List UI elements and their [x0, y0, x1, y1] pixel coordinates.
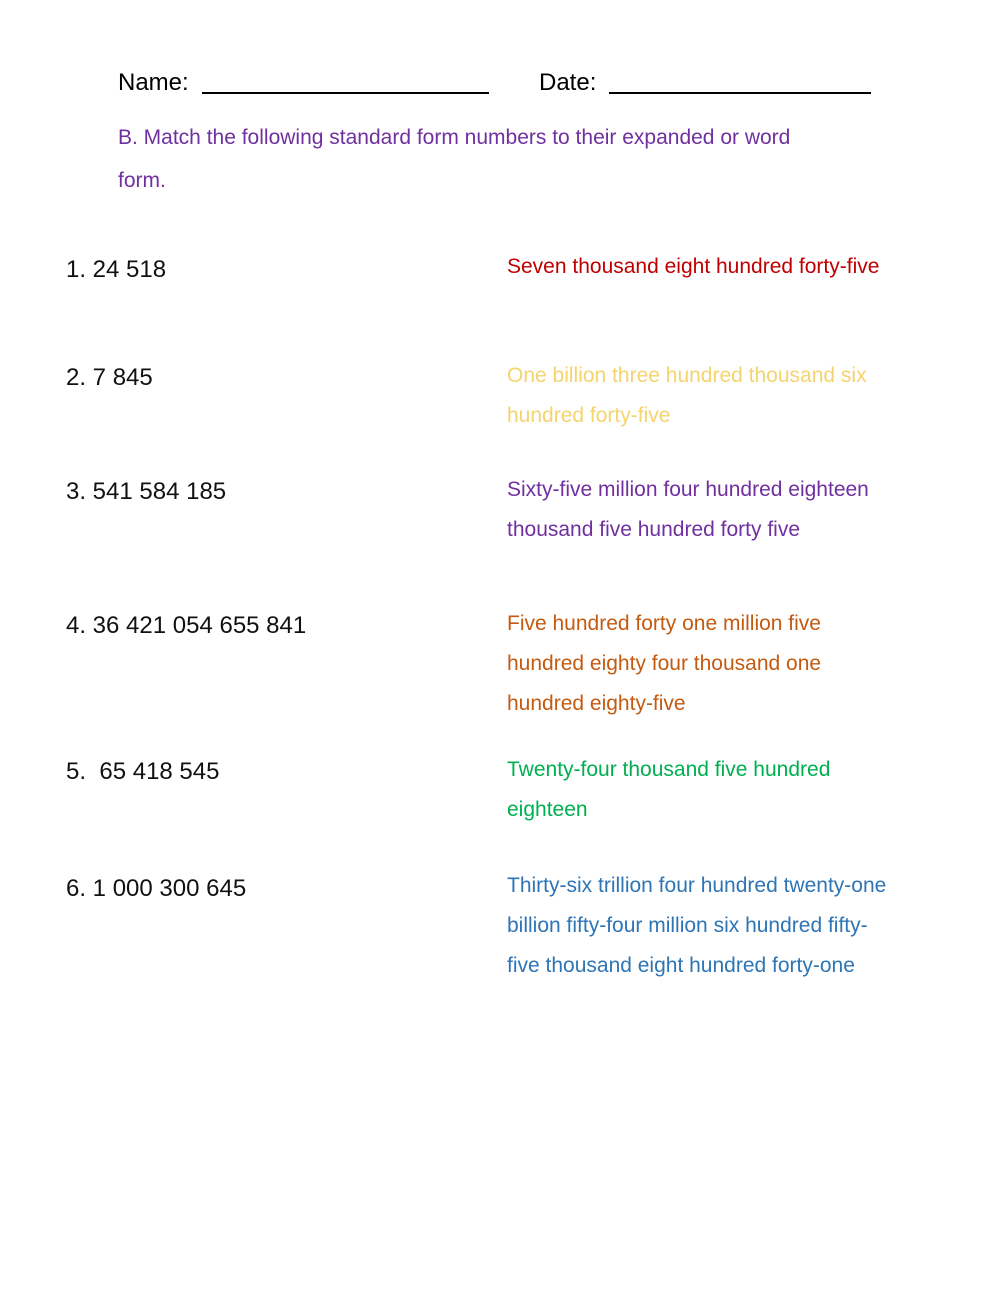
number-item-5: 5. 65 418 545 [66, 758, 220, 785]
answer-line: Thirty-six trillion four hundred twenty-one [507, 874, 887, 897]
name-blank-line[interactable] [202, 92, 489, 94]
answer-3 [507, 470, 937, 550]
answer-line: billion fifty-four million six hundred fifty- [507, 914, 868, 937]
instructions-line-2: form. [118, 169, 166, 192]
answer-5 [507, 750, 937, 830]
answer-line: Seven thousand eight hundred forty-five [507, 255, 880, 278]
answer-line: Five hundred forty one million five [507, 612, 821, 635]
answer-4 [507, 604, 937, 724]
answer-line: hundred eighty-five [507, 692, 686, 715]
answer-line: eighteen [507, 798, 588, 821]
answer-line: five thousand eight hundred forty-one [507, 954, 855, 977]
answer-line: hundred eighty four thousand one [507, 652, 822, 675]
date-label: Date: [539, 69, 597, 96]
answer-line: One billion three hundred thousand six [507, 364, 867, 387]
number-item-1: 1. 24 518 [66, 256, 167, 283]
answer-line: hundred forty-five [507, 404, 671, 427]
number-item-4: 4. 36 421 054 655 841 [66, 612, 307, 639]
answer-line: thousand five hundred forty five [507, 518, 801, 541]
answer-1 [507, 247, 937, 287]
answer-line: Sixty-five million four hundred eighteen [507, 478, 869, 501]
answer-6 [507, 866, 937, 986]
date-blank-line[interactable] [609, 92, 871, 94]
number-item-6: 6. 1 000 300 645 [66, 875, 247, 902]
number-item-3: 3. 541 584 185 [66, 478, 227, 505]
answer-line: Twenty-four thousand five hundred [507, 758, 831, 781]
answer-2 [507, 356, 937, 436]
instructions-line-1: B. Match the following standard form numbers to their expanded or word [118, 126, 791, 149]
name-label: Name: [118, 69, 189, 96]
number-item-2: 2. 7 845 [66, 364, 153, 391]
